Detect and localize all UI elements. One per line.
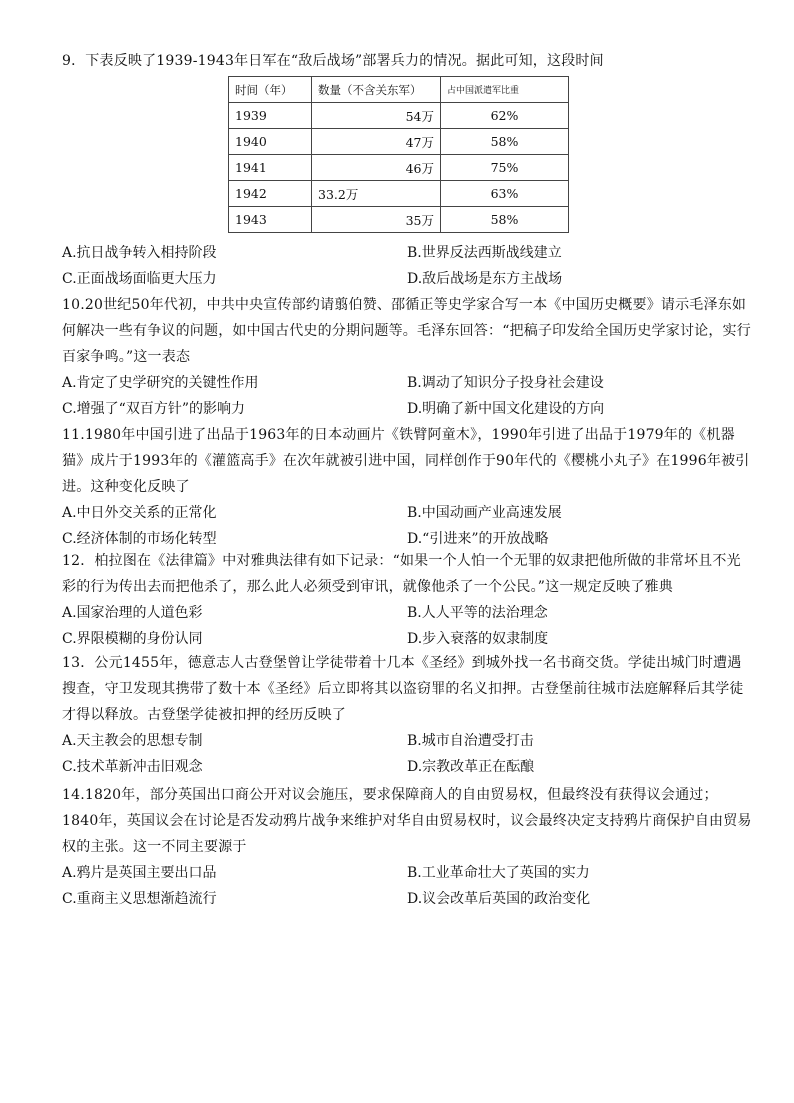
option-d: D.“引进来”的开放战略 <box>407 531 549 547</box>
question-11-stem: 11.1980年中国引进了出品于1963年的日本动画片《铁臂阿童木》，1990年引进了出品于1979年的《机器猫》成片于1993年的《灌篮高手》在次年就被引进中国，同样创作于90年代的《樱桃小丸子》在1996年被引进。这种变化反映了 <box>62 427 750 495</box>
table-row <box>229 155 569 181</box>
option-c: C.增强了“双百方针”的影响力 <box>62 401 245 417</box>
table-cell-ratio: 75% <box>441 155 569 181</box>
question-14-stem: 14.1820年，部分英国出口商公开对议会施压，要求保障商人的自由贸易权，但最终没有获得议会通过；1840年，英国议会在讨论是否发动鸦片战争来维护对华自由贸易权时，议会最终决定支持鸦片商保护自由贸易权的主张。这一不同主要源于 <box>62 787 752 855</box>
table-cell-count: 46万 <box>312 155 441 181</box>
question-12-stem: 12．柏拉图在《法律篇》中对雅典法律有如下记录：“如果一个人怕一个无罪的奴隶把他所做的非常坏且不光彩的行为传出去而把他杀了，那么此人必须受到审讯，就像他杀了一个公民。”这一规定反映了雅典 <box>62 553 741 595</box>
table-cell-count: 47万 <box>312 129 441 155</box>
option-b: B.中国动画产业高速发展 <box>407 505 562 521</box>
option-b: B.世界反法西斯战线建立 <box>407 245 562 261</box>
question-13 <box>62 650 752 780</box>
question-9 <box>62 48 752 74</box>
option-c: C.经济体制的市场化转型 <box>62 531 217 547</box>
table-header-year: 时间（年） <box>229 77 312 103</box>
option-c: C.重商主义思想渐趋流行 <box>62 891 217 907</box>
table-row <box>229 181 569 207</box>
option-a: A.中日外交关系的正常化 <box>62 505 217 521</box>
option-d: D.议会改革后英国的政治变化 <box>407 891 591 907</box>
table-cell-year: 1941 <box>229 155 312 181</box>
option-a: A.肯定了史学研究的关键性作用 <box>62 375 259 391</box>
option-a: A.国家治理的人道色彩 <box>62 605 203 621</box>
table-row <box>229 129 569 155</box>
option-d: D.明确了新中国文化建设的方向 <box>407 401 605 417</box>
option-b: B.工业革命壮大了英国的实力 <box>407 865 590 881</box>
table-cell-ratio: 62% <box>441 103 569 129</box>
option-c: C.界限模糊的身份认同 <box>62 631 203 647</box>
table-row <box>229 207 569 233</box>
table-cell-ratio: 58% <box>441 129 569 155</box>
question-10 <box>62 292 752 422</box>
question-13-stem: 13．公元1455年，德意志人古登堡曾让学徒带着十几本《圣经》到城外找一名书商交货。学徒出城门时遭遇搜查，守卫发现其携带了数十本《圣经》后立即将其以盗窃罪的名义扣押。古登堡前往城市法庭解释后其学徒才得以释放。古登堡学徒被扣押的经历反映了 <box>62 655 744 723</box>
option-d: D.宗教改革正在酝酿 <box>407 759 535 775</box>
table-cell-count: 54万 <box>312 103 441 129</box>
table-row <box>229 103 569 129</box>
question-12 <box>62 548 752 652</box>
question-9-stem: 9．下表反映了1939-1943年日军在“敌后战场”部署兵力的情况。据此可知，这段时间 <box>62 53 604 69</box>
table-cell-count: 33.2万 <box>312 181 441 207</box>
table-cell-count: 35万 <box>312 207 441 233</box>
option-b: B.调动了知识分子投身社会建设 <box>407 375 604 391</box>
table-cell-year: 1942 <box>229 181 312 207</box>
table-cell-year: 1940 <box>229 129 312 155</box>
option-b: B.城市自治遭受打击 <box>407 733 534 749</box>
question-10-stem: 10.20世纪50年代初，中共中央宣传部约请翦伯赞、邵循正等史学家合写一本《中国历史概要》请示毛泽东如何解决一些有争议的问题，如中国古代史的分期问题等。毛泽东回答：“把稿子印发给全国历史学家讨论，实行百家争鸣。”这一表态 <box>62 297 751 365</box>
option-a: A.抗日战争转入相持阶段 <box>62 245 217 261</box>
option-d: D.敌后战场是东方主战场 <box>407 271 563 287</box>
table-cell-year: 1943 <box>229 207 312 233</box>
option-a: A.天主教会的思想专制 <box>62 733 203 749</box>
option-d: D.步入衰落的奴隶制度 <box>407 631 549 647</box>
troop-deployment-table <box>228 76 569 233</box>
table-header-row <box>229 77 569 103</box>
option-a: A.鸦片是英国主要出口品 <box>62 865 217 881</box>
table-cell-ratio: 58% <box>441 207 569 233</box>
table-header-count: 数量（不含关东军） <box>312 77 441 103</box>
option-c: C.技术革新冲击旧观念 <box>62 759 203 775</box>
table-cell-year: 1939 <box>229 103 312 129</box>
question-14 <box>62 782 752 912</box>
question-11 <box>62 422 752 552</box>
question-9-options <box>62 240 752 292</box>
table-header-ratio: 占中国派遣军比重 <box>441 77 569 103</box>
option-b: B.人人平等的法治理念 <box>407 605 548 621</box>
option-c: C.正面战场面临更大压力 <box>62 271 217 287</box>
table-cell-ratio: 63% <box>441 181 569 207</box>
